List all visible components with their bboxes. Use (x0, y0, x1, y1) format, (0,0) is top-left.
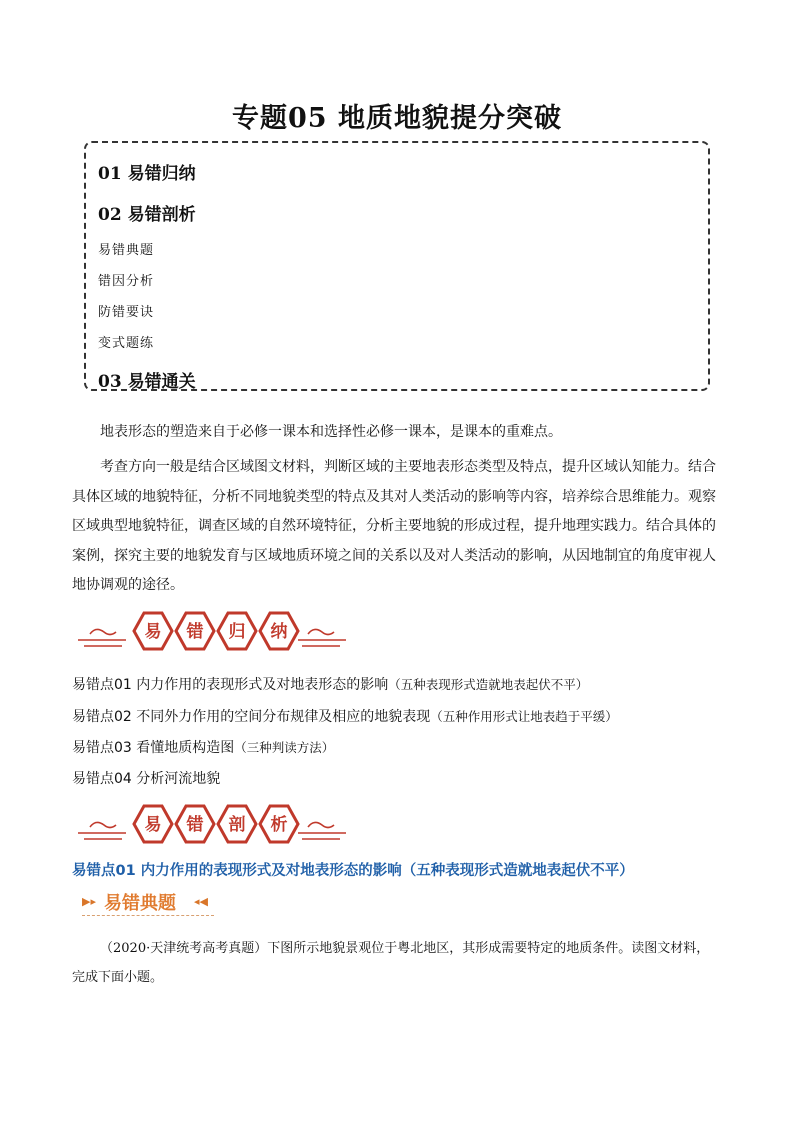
intro-paragraph-2: 考查方向一般是结合区域图文材料，判断区域的主要地表形态类型及特点，提升区域认知能力。结合具体区域的地貌特征，分析不同地貌类型的特点及其对人类活动的影响等内容，培养综合思维能力。观察区域典型地貌特征，调查区域的自然环境特征，分析主要地貌的形成过程，提升地理实践力。结合具体的案例，探究主要的地貌发育与区域地质环境之间的关系以及对人类活动的影响，从因地制宜的角度审视人地协调观的途径。 (72, 459, 716, 593)
banner-char: 析 (270, 815, 288, 835)
error-point-main: 易错点03 看懂地质构造图 (72, 740, 235, 756)
error-point-main: 易错点02 不同外力作用的空间分布规律及相应的地貌表现 (72, 709, 431, 725)
error-point-main: 易错点04 分析河流地貌 (72, 771, 221, 787)
banner-char: 易 (144, 622, 162, 642)
sub-heading-bar (82, 888, 214, 916)
banner-char: 易 (144, 815, 162, 835)
error-point-item (72, 674, 588, 694)
toc-sub-item: 错因分析 (98, 274, 155, 289)
play-arrow-icon: ▶▸ (82, 895, 96, 908)
sub-heading-label: 易错典题 (104, 893, 176, 914)
toc-sub-item: 防错要诀 (98, 305, 155, 320)
section-banner-summary (76, 608, 348, 654)
intro-paragraph-1: 地表形态的塑造来自于必修一课本和选择性必修一课本，是课本的重难点。 (100, 424, 562, 440)
question-text: （2020·天津统考高考真题）下图所示地貌景观位于粤北地区，其形成需要特定的地质条件。读图文材料，完成下面小题。 (72, 941, 710, 985)
banner-char: 剖 (228, 815, 246, 835)
error-point-item (72, 737, 334, 757)
toc-section-3: 03 易错通关 (98, 372, 196, 392)
banner-char: 归 (228, 622, 246, 642)
toc-sub-item: 易错典题 (98, 243, 155, 258)
section-banner-analysis (76, 801, 348, 847)
error-point-item (72, 706, 618, 726)
error-point-main: 易错点01 内力作用的表现形式及对地表形态的影响 (72, 677, 389, 693)
section-heading: 易错点01 内力作用的表现形式及对地表形态的影响（五种表现形式造就地表起伏不平） (72, 863, 634, 879)
error-point-item (72, 768, 220, 788)
banner-char: 纳 (270, 622, 288, 642)
page-title: 专题05 地质地貌提分突破 (232, 103, 562, 134)
error-point-note: （三种判读方法） (234, 740, 335, 755)
toc-section-1: 01 易错归纳 (98, 164, 196, 184)
dashed-underline (82, 915, 214, 916)
error-point-note: （五种表现形式造就地表起伏不平） (388, 677, 589, 692)
toc-section-2: 02 易错剖析 (98, 205, 196, 225)
banner-char: 错 (186, 622, 204, 642)
reverse-arrow-icon: ◂◀ (194, 895, 208, 908)
table-of-contents (84, 141, 710, 391)
error-point-note: （五种作用形式让地表趋于平缓） (430, 709, 618, 724)
toc-sub-item: 变式题练 (98, 336, 155, 351)
banner-char: 错 (186, 815, 204, 835)
